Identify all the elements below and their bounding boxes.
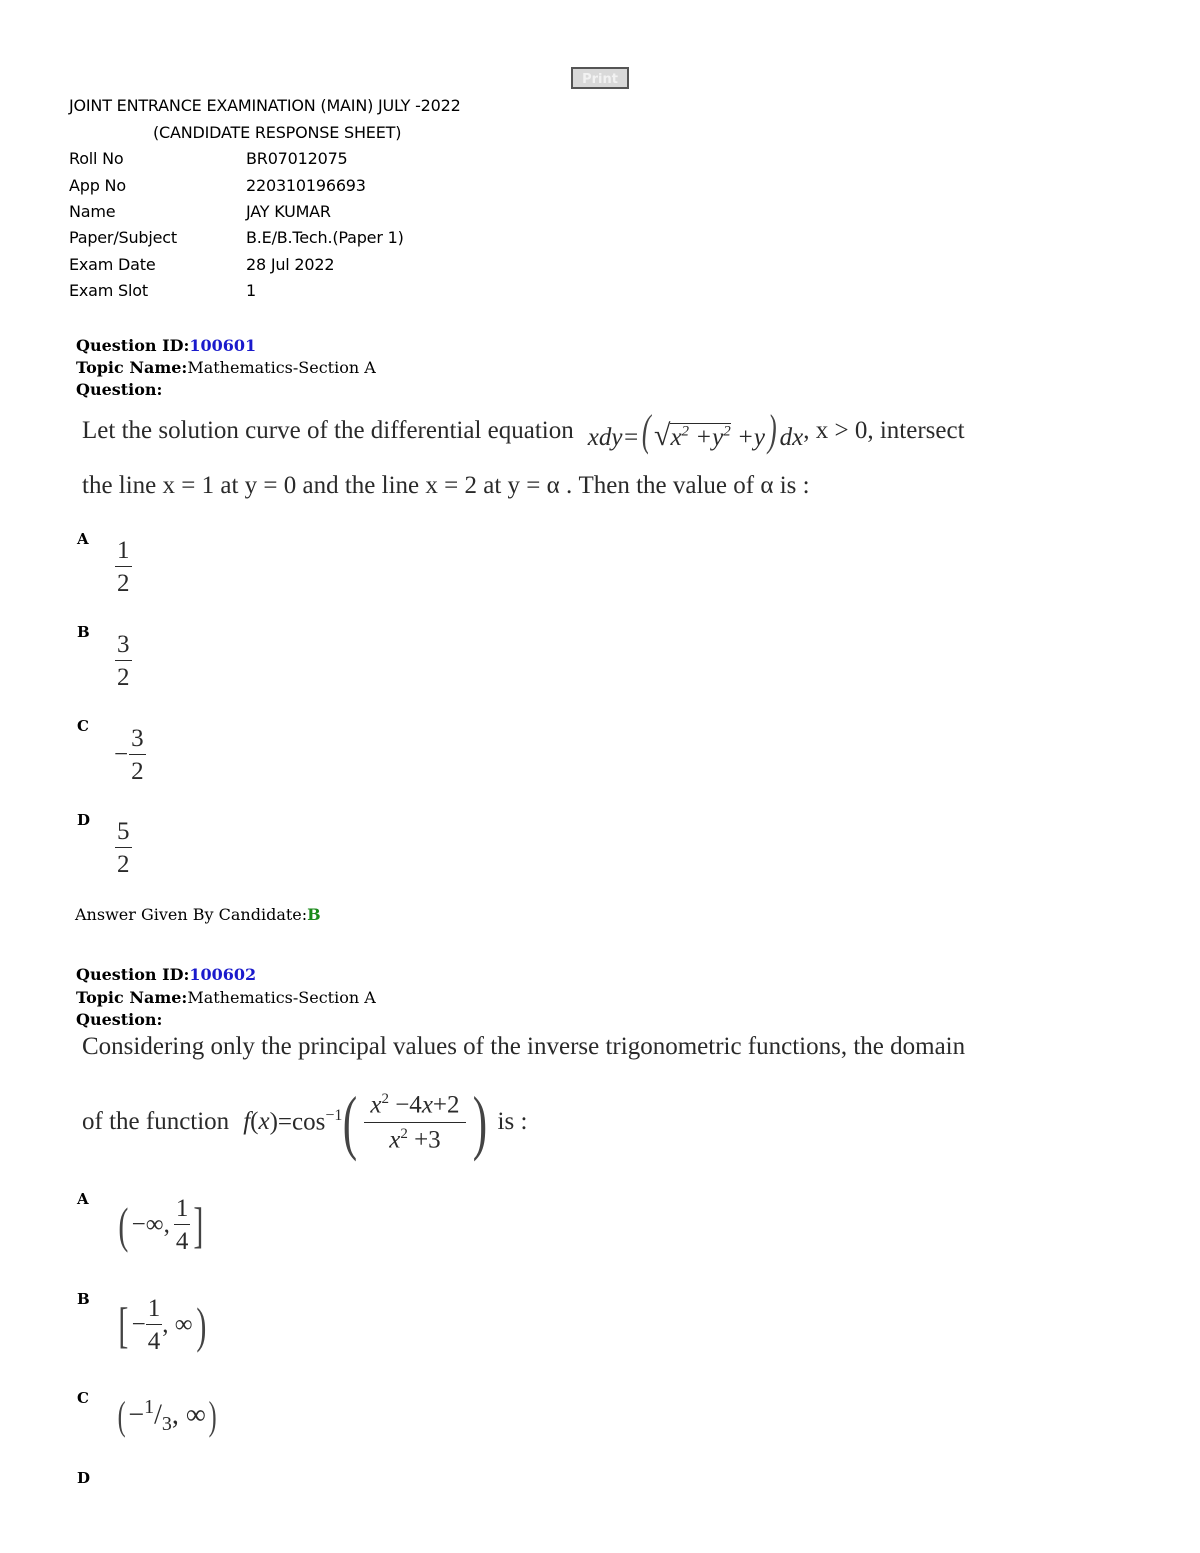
exam-date-label: Exam Date xyxy=(69,255,156,274)
question-id-label: Question ID: xyxy=(76,965,190,984)
question-id-value: 100602 xyxy=(189,965,257,984)
fraction: $\frac{3}{2}$ xyxy=(131,725,144,785)
fraction: $\frac{1}{2}$ xyxy=(117,537,130,597)
exam-subtitle: (CANDIDATE RESPONSE SHEET) xyxy=(153,123,402,142)
topic-label: Topic Name: xyxy=(76,988,188,1007)
name-label: Name xyxy=(69,202,116,221)
print-button[interactable]: Print xyxy=(571,67,629,89)
option-a[interactable]: ( −∞, $\frac{1}{4}$ ] xyxy=(118,1195,204,1255)
topic-label: Topic Name: xyxy=(76,358,188,377)
option-d[interactable] xyxy=(115,819,132,877)
answer-given-value: B xyxy=(307,905,321,924)
fraction: $\frac{3}{2}$ xyxy=(117,631,130,691)
app-no-label: App No xyxy=(69,176,126,195)
fraction: $\frac{1}{4}$ xyxy=(147,1295,161,1355)
option-a[interactable] xyxy=(115,538,132,596)
question-text-post: is : xyxy=(497,1108,528,1135)
question-id-label: Question ID: xyxy=(76,336,190,355)
question-id-value: 100601 xyxy=(189,336,257,355)
option-b[interactable] xyxy=(115,632,132,690)
question-id-line xyxy=(76,336,256,355)
fraction: $\frac{1}{4}$ xyxy=(175,1195,189,1255)
option-label-b: B xyxy=(77,623,90,641)
paper-subject-value: B.E/B.Tech.(Paper 1) xyxy=(246,228,404,247)
paper-subject-label: Paper/Subject xyxy=(69,228,177,247)
option-label-a: A xyxy=(77,1190,89,1208)
minus-sign: − xyxy=(114,741,129,768)
topic-value: Mathematics-Section A xyxy=(187,358,376,377)
topic-value: Mathematics-Section A xyxy=(187,988,376,1007)
roll-no-value: BR07012075 xyxy=(246,149,348,168)
name-value: JAY KUMAR xyxy=(246,202,331,221)
function-expression: f xyxy=(243,1108,251,1135)
question-text-pre: Let the solution curve of the differential equation xyxy=(82,417,574,444)
question-text-pre: of the function xyxy=(82,1108,230,1135)
option-label-c: C xyxy=(77,717,89,735)
exam-slot-label: Exam Slot xyxy=(69,281,148,300)
exam-slot-value: 1 xyxy=(246,281,256,300)
option-label-a: A xyxy=(77,530,89,548)
option-b[interactable]: [ − $\frac{1}{4}$ , ∞ ) xyxy=(118,1295,206,1355)
answer-given-line xyxy=(75,905,321,924)
roll-no-label: Roll No xyxy=(69,149,124,168)
option-label-c: C xyxy=(77,1389,89,1407)
question-text-line-2: the line x = 1 at y = 0 and the line x = 2 at y = α . Then the value of α is : xyxy=(82,472,810,499)
question-id-line xyxy=(76,965,256,984)
question-label: Question: xyxy=(76,1010,163,1029)
app-no-value: 220310196693 xyxy=(246,176,366,195)
question-text-post: , x > 0, intersect xyxy=(803,417,965,444)
differential-equation: $xdy=(√x^2 +y^2 +y)$ dx xyxy=(587,406,804,455)
question-text-line-1 xyxy=(82,406,965,456)
topic-line xyxy=(76,988,376,1007)
fraction: $\frac{x^2 -4x+2}{x^2 +3}$ xyxy=(364,1092,465,1152)
option-label-b: B xyxy=(77,1290,90,1308)
question-label: Question: xyxy=(76,380,163,399)
topic-line xyxy=(76,358,376,377)
fraction: $\frac{5}{2}$ xyxy=(117,818,130,878)
option-label-d: D xyxy=(77,811,91,829)
answer-given-label: Answer Given By Candidate: xyxy=(75,905,308,924)
option-label-d: D xyxy=(77,1469,91,1487)
option-c[interactable] xyxy=(114,726,146,784)
question-text-line-1: Considering only the principal values of the inverse trigonometric functions, the domain xyxy=(82,1033,966,1060)
exam-date-value: 28 Jul 2022 xyxy=(246,255,335,274)
exam-title: JOINT ENTRANCE EXAMINATION (MAIN) JULY -2022 xyxy=(69,96,461,115)
option-c[interactable]: ( $-^1/_3$, ∞ ) xyxy=(117,1393,217,1438)
question-text-line-2: of the function f ( x )$=\cos^{-1}$ ( $\frac{x^2 -4x+2}{x^2 +3}$ ) is : xyxy=(82,1082,528,1162)
